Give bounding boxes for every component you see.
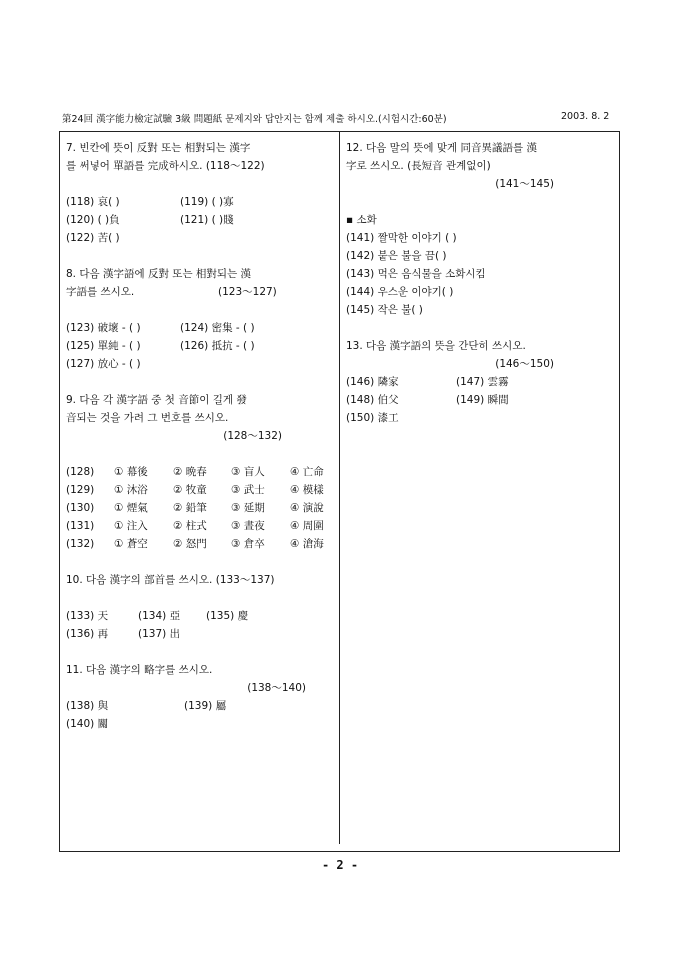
- q9-title-line1: 9. 다음 각 漢字語 중 첫 音節이 길게 發: [66, 394, 247, 406]
- q9-option: ④ 滄海: [290, 538, 324, 550]
- q12-title-line1: 12. 다음 말의 뜻에 맞게 同音異議語를 漢: [346, 142, 538, 154]
- q9-option: ① 煙氣: [114, 502, 148, 514]
- q12-subtitle: ▪ 소화: [346, 214, 377, 226]
- q9-option: ③ 倉卒: [231, 538, 265, 550]
- q8-item-123: (123) 破壞 - ( ): [66, 322, 141, 334]
- left-column: [66, 139, 332, 733]
- q8-item-126: (126) 抵抗 - ( ): [180, 340, 255, 352]
- q9-option: ④ 模樣: [290, 484, 324, 496]
- q10-item-133: (133) 天: [66, 610, 109, 622]
- q13-range: (146～150): [495, 358, 554, 370]
- q9-option: ④ 亡命: [290, 466, 324, 478]
- q9-number: (130): [66, 502, 95, 514]
- q13-row: [346, 373, 614, 391]
- q13-title: 13. 다음 漢字語의 뜻을 간단히 쓰시오.: [346, 340, 526, 352]
- q10-item-136: (136) 再: [66, 628, 109, 640]
- q9-number: (129): [66, 484, 95, 496]
- q12-item-143: (143) 먹은 음식물을 소화시킴: [346, 268, 486, 280]
- page-number: - 2 -: [321, 858, 359, 872]
- q9-option: ② 柱式: [173, 520, 207, 532]
- header-date: 2003. 8. 2: [561, 111, 610, 122]
- q7-item-121: (121) ( )賤: [180, 214, 234, 226]
- q9-option: ② 牧童: [173, 484, 207, 496]
- q9-option: ④ 周圍: [290, 520, 324, 532]
- q11-item-140: (140) 關: [66, 718, 109, 730]
- q9-option: ② 怒門: [173, 538, 207, 550]
- q13-item-148: (148) 伯父: [346, 394, 399, 406]
- q12-range: (141～145): [495, 178, 554, 190]
- q10-item-134: (134) 亞: [138, 610, 181, 622]
- q7-item-122: (122) 苦( ): [66, 232, 120, 244]
- q7-title-line2: 를 써넣어 單語를 完成하시오. (118～122): [66, 160, 265, 172]
- q9-row: [66, 517, 332, 535]
- q12-item-141: (141) 짤막한 이야기 ( ): [346, 232, 457, 244]
- q9-row: [66, 481, 332, 499]
- q9-option: ② 晩春: [173, 466, 207, 478]
- q10-title: 10. 다음 漢字의 部首를 쓰시오. (133～137): [66, 574, 275, 586]
- q12-item-142: (142) 붙은 불을 끔( ): [346, 250, 447, 262]
- q8-title-line2: [66, 283, 332, 301]
- q9-row: [66, 499, 332, 517]
- q9-option: ① 沐浴: [114, 484, 148, 496]
- header-title: 第24回 漢字能力檢定試驗 3級 問題紙 문제지와 답안지는 함께 제출 하시오.(시험시간:60분): [62, 114, 447, 125]
- column-divider: [339, 131, 340, 844]
- q7-row: [66, 211, 332, 229]
- q8-row: [66, 319, 332, 337]
- q8-item-125: (125) 單純 - ( ): [66, 340, 141, 352]
- q8-title-line1: 8. 다음 漢字語에 反對 또는 相對되는 漢: [66, 268, 252, 280]
- q9-number: (132): [66, 538, 95, 550]
- q10-item-137: (137) 出: [138, 628, 181, 640]
- q10-item-135: (135) 慶: [206, 610, 249, 622]
- q11-row: [66, 697, 332, 715]
- q9-option: ④ 演說: [290, 502, 324, 514]
- q9-option: ③ 盲人: [231, 466, 265, 478]
- q9-option: ② 鉛筆: [173, 502, 207, 514]
- q8-range: (123～127): [218, 286, 277, 298]
- q8-title-text: 字語를 쓰시오.: [66, 286, 135, 298]
- q9-option: ③ 晝夜: [231, 520, 265, 532]
- q9-option: ① 蒼空: [114, 538, 148, 550]
- q9-option: ① 注入: [114, 520, 148, 532]
- q8-item-127: (127) 放心 - ( ): [66, 358, 141, 370]
- q11-item-139: (139) 屬: [184, 700, 227, 712]
- q9-option: ③ 延期: [231, 502, 265, 514]
- q13-item-149: (149) 瞬間: [456, 394, 509, 406]
- q7-item-119: (119) ( )寡: [180, 196, 234, 208]
- q12-item-144: (144) 우스운 이야기( ): [346, 286, 454, 298]
- q9-number: (128): [66, 466, 95, 478]
- q7-item-120: (120) ( )負: [66, 214, 120, 226]
- q7-item-118: (118) 哀( ): [66, 196, 120, 208]
- q10-row: [66, 607, 332, 625]
- q13-item-150: (150) 漆工: [346, 412, 399, 424]
- q9-number: (131): [66, 520, 95, 532]
- q8-row: [66, 337, 332, 355]
- q9-row: [66, 535, 332, 553]
- q9-title-line2: 音되는 것을 가려 그 번호를 쓰시오.: [66, 412, 229, 424]
- q11-item-138: (138) 與: [66, 700, 109, 712]
- q9-row: [66, 463, 332, 481]
- q10-row: [66, 625, 332, 643]
- q9-range: (128～132): [223, 430, 282, 442]
- q12-title-line2: 字로 쓰시오. (長短音 관계없이): [346, 160, 491, 172]
- q7-row: [66, 193, 332, 211]
- q8-item-124: (124) 密集 - ( ): [180, 322, 255, 334]
- q7-title-line1: 7. 빈칸에 뜻이 反對 또는 相對되는 漢字: [66, 142, 251, 154]
- q9-option: ① 幕後: [114, 466, 148, 478]
- q13-row: [346, 391, 614, 409]
- q11-title: 11. 다음 漢字의 略字를 쓰시오.: [66, 664, 213, 676]
- q9-options: [66, 463, 332, 553]
- q11-range: (138～140): [247, 682, 306, 694]
- q12-item-145: (145) 작은 불( ): [346, 304, 423, 316]
- right-column: [346, 139, 614, 427]
- exam-header: [62, 111, 610, 125]
- q13-item-147: (147) 雲霧: [456, 376, 509, 388]
- q13-item-146: (146) 隣家: [346, 376, 399, 388]
- q9-option: ③ 武士: [231, 484, 265, 496]
